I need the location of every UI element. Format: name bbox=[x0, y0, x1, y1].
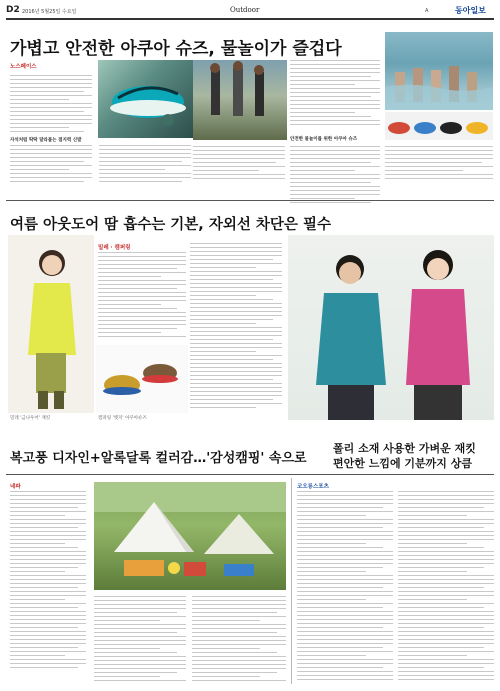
water-photo bbox=[385, 32, 493, 110]
shoes-product-photo bbox=[96, 345, 188, 413]
article-text bbox=[10, 491, 86, 671]
brand-label-nepa: 네파 bbox=[10, 484, 21, 490]
page-number: D2 bbox=[6, 5, 20, 15]
brand-label-millet: 밀레 · 캠퍼링 bbox=[98, 245, 131, 251]
newspaper-brand: 동아일보 bbox=[455, 6, 486, 15]
article-text bbox=[94, 596, 186, 684]
article-text bbox=[192, 596, 286, 684]
article-text bbox=[193, 146, 285, 182]
beach-people-photo bbox=[193, 60, 287, 140]
article-text bbox=[99, 145, 191, 185]
woman-model-photo bbox=[8, 235, 94, 413]
subhead-safe-aqua: 안전한 물놀이를 위한 아쿠아 슈즈 bbox=[290, 137, 358, 142]
shoe-icon bbox=[98, 60, 194, 138]
article-text bbox=[10, 75, 92, 135]
article-text bbox=[290, 60, 380, 128]
caption-shoes: 캠퍼링 '엣지' 아쿠아슈즈 bbox=[98, 416, 147, 421]
article-text bbox=[190, 243, 282, 411]
brand-label-kolon: 코오롱스포츠 bbox=[297, 484, 329, 490]
headline-aqua-shoes: 가볍고 안전한 아쿠아 슈즈, 물놀이가 즐겁다 bbox=[10, 39, 342, 59]
headline-kolon-line1: 폴리 소재 사용한 가벼운 재킷 bbox=[333, 442, 476, 455]
camping-photo bbox=[94, 482, 286, 590]
page-date: 2016년 5월25일 수요일 bbox=[22, 9, 77, 15]
article-text bbox=[98, 252, 186, 340]
article-text bbox=[398, 491, 494, 683]
headline-kolon-line2: 편안한 느낌에 기분까지 상큼 bbox=[333, 457, 472, 470]
header-rule bbox=[6, 18, 494, 20]
caption-jacket: 밀레 '금나우어' 재킷 bbox=[10, 416, 51, 421]
article-text bbox=[385, 146, 493, 182]
column-divider bbox=[291, 478, 292, 684]
section-code: A bbox=[425, 8, 429, 14]
article-text bbox=[290, 146, 380, 206]
brand-label-northface: 노스페이스 bbox=[10, 64, 37, 70]
subhead-grip-shoes: 자석처럼 딱딱 달라붙는 접지력 신발 bbox=[10, 138, 82, 143]
article-text bbox=[10, 145, 92, 185]
article-text bbox=[297, 491, 393, 683]
headline-summer-outdoor: 여름 아웃도어 땀 흡수는 기본, 자외선 차단은 필수 bbox=[10, 217, 331, 233]
section-title: Outdoor bbox=[230, 6, 260, 14]
couple-models-photo bbox=[288, 235, 494, 420]
section-divider bbox=[6, 474, 494, 475]
aqua-shoe-photo bbox=[98, 60, 194, 138]
headline-camping: 복고풍 디자인+알록달록 컬러감…'감성캠핑' 속으로 bbox=[10, 451, 307, 466]
shoe-product-strip bbox=[385, 112, 493, 140]
section-divider bbox=[6, 200, 494, 201]
